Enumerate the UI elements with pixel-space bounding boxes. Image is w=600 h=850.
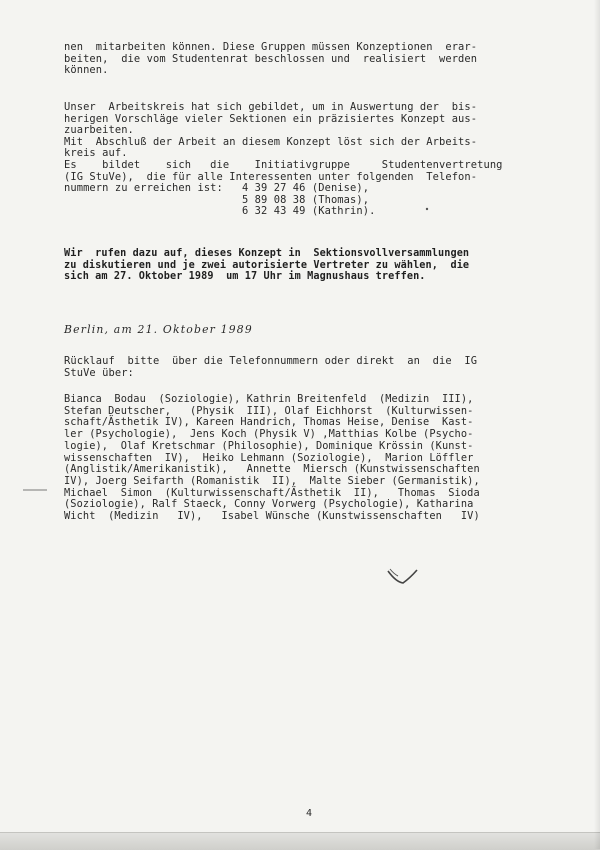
scan-right-edge (594, 0, 600, 849)
text-line: (Anglistik/Amerikanistik), Annette Miersch (Kunstwissenschaften (64, 463, 480, 476)
checkmark-icon (386, 566, 420, 588)
text-line: beiten, die vom Studentenrat beschlossen und realisiert werden (64, 52, 478, 65)
text-line: Wicht (Medizin IV), Isabel Wünsche (Kunstwissenschaften IV) (64, 510, 480, 523)
text-line: kreis auf. (64, 147, 128, 160)
text-line: herigen Vorschläge vieler Sektionen ein präzisiertes Konzept aus- (64, 112, 478, 125)
text-line: nen mitarbeiten können. Diese Gruppen müssen Konzeptionen erar- (64, 41, 478, 53)
text-line: Wir rufen dazu auf, dieses Konzept in Sektionsvollversammlungen (64, 248, 470, 259)
text-line: Mit Abschluß der Arbeit an diesem Konzept löst sich der Arbeits- (64, 135, 478, 148)
text-line: Es bildet sich die Initiativgruppe Studentenvertretung (64, 158, 503, 171)
place-date (64, 324, 542, 336)
intro-paragraph (64, 42, 542, 77)
text-line: logie), Olaf Kretschmar (Philosophie), Dominique Krössin (Kunst- (64, 439, 474, 452)
text-line: Stefan Deutscher, (Physik III), Olaf Eichhorst (Kulturwissen- (64, 404, 474, 417)
call-paragraph (64, 248, 542, 283)
text-line: zu diskutieren und je zwei autorisierte Vertreter zu wählen, die (64, 259, 470, 271)
return-note (64, 356, 542, 379)
page-number: 4 (306, 808, 313, 819)
text-line: IV), Joerg Seifarth (Romanistik II), Malte Sieber (Germanistik), (64, 474, 480, 487)
text-line: schaft/Ästhetik IV), Kareen Handrich, Thomas Heise, Denise Kast- (64, 416, 474, 429)
place-date-text: Berlin, am 21. Oktober 1989 (64, 323, 253, 336)
text-line: wissenschaften IV), Heiko Lehmann (Soziologie), Marion Löffler (64, 451, 474, 464)
text-line: nummern zu erreichen ist: 4 39 27 46 (Denise), (64, 182, 370, 195)
text-line: sich am 27. Oktober 1989 um 17 Uhr im Magnushaus treffen. (64, 271, 426, 283)
text-line: Rücklauf bitte über die Telefonnummern oder direkt an die IG (64, 355, 478, 367)
scan-speck (424, 206, 430, 212)
work-group-paragraph (64, 102, 542, 218)
text-line: Unser Arbeitskreis hat sich gebildet, um in Auswertung der bis- (64, 101, 478, 113)
text-line: (IG StuVe), die für alle Interessenten unter folgenden Telefon- (64, 170, 478, 183)
text-line: 5 89 08 38 (Thomas), (64, 193, 370, 206)
text-line: Michael Simon (Kulturwissenschaft/Ästhetik II), Thomas Sioda (64, 486, 480, 499)
signatories-list (64, 394, 542, 523)
text-line: StuVe über: (64, 366, 134, 379)
text-line: Bianca Bodau (Soziologie), Kathrin Breitenfeld (Medizin III), (64, 393, 474, 405)
text-line: zuarbeiten. (64, 124, 134, 137)
margin-mark (22, 488, 48, 492)
scan-bottom-edge (0, 832, 600, 850)
text-line: (Soziologie), Ralf Staeck, Conny Vorwerg (Psychologie), Katharina (64, 498, 474, 511)
text-line: können. (64, 64, 109, 77)
text-line: ler (Psychologie), Jens Koch (Physik V) ,Matthias Kolbe (Psycho- (64, 428, 474, 441)
text-line: 6 32 43 49 (Kathrin). (64, 205, 376, 218)
